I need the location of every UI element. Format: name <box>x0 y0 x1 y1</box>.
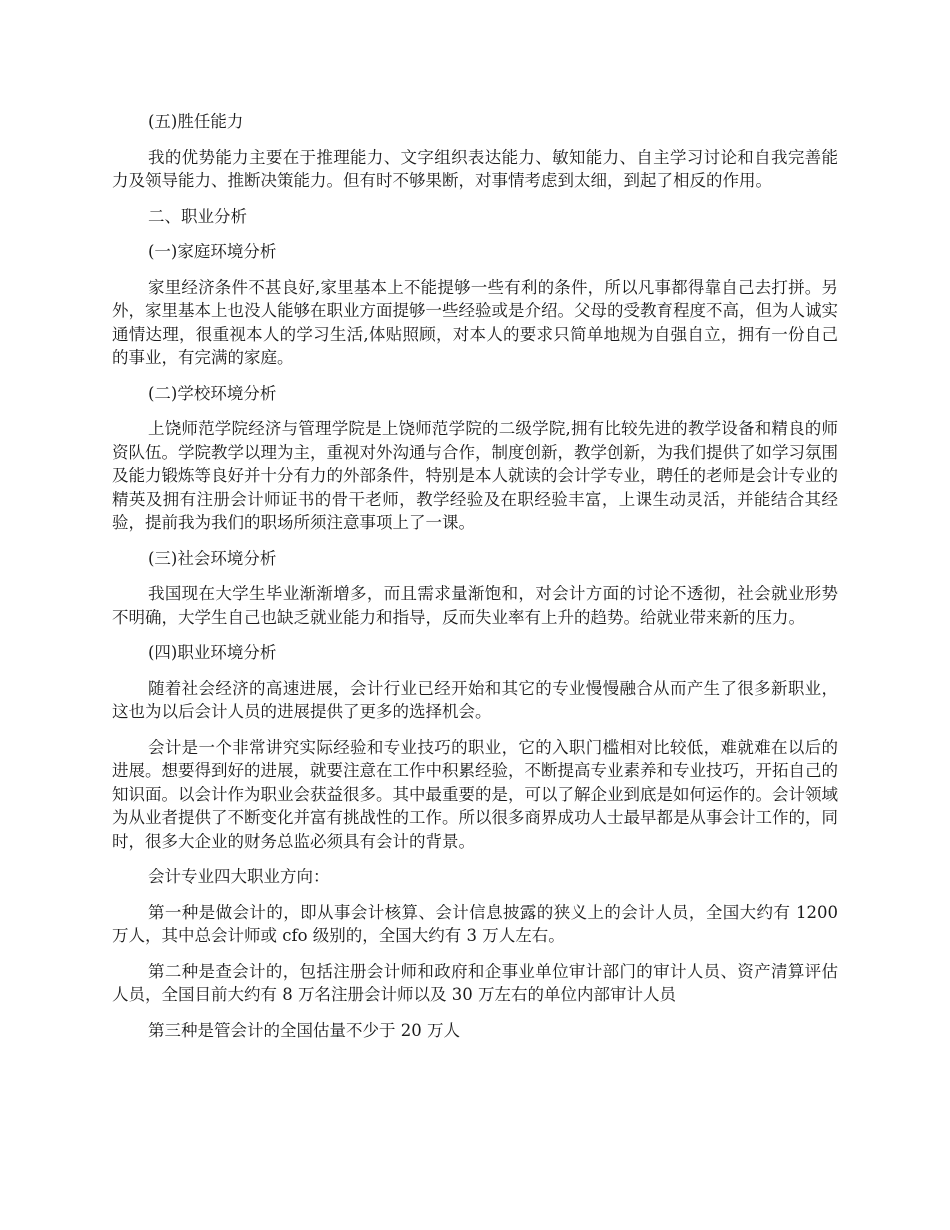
heading-school-environment: (二)学校环境分析 <box>148 383 277 403</box>
heading-family-environment: (一)家庭环境分析 <box>148 242 277 261</box>
heading-competence: (五)胜任能力 <box>148 112 244 131</box>
paragraph-career-1: 随着社会经济的高速进展，会计行业已经开始和其它的专业慢慢融合从而产生了很多新职业，这也为以后会计人员的进展提供了更多的选择机会。 <box>112 678 838 721</box>
paragraph-social: 我国现在大学生毕业渐渐增多，而且需求量渐饱和，对会计方面的讨论不透彻，社会就业形势不明确，大学生自己也缺乏就业能力和指导，反而失业率有上升的趋势。给就业带来新的压力。 <box>112 584 838 627</box>
heading-four-directions: 会计专业四大职业方向： <box>148 867 330 886</box>
paragraph-direction-1: 第一种是做会计的，即从事会计核算、会计信息披露的狭义上的会计人员，全国大约有 1200 万人，其中总会计师或 cfo 级别的，全国大约有 3 万人左右。 <box>112 902 838 945</box>
paragraph-direction-2: 第二种是查会计的，包括注册会计师和政府和企事业单位审计部门的审计人员、资产清算评估人员，全国目前大约有 8 万名注册会计师以及 30 万左右的单位内部审计人员 <box>112 961 838 1004</box>
paragraph-family: 家里经济条件不甚良好,家里基本上不能提够一些有利的条件，所以凡事都得靠自己去打拼。另外，家里基本上也没人能够在职业方面提够一些经验或是介绍。父母的受教育程度不高，但为人诚实通情达理，很重视本人的学习生活,体贴照顾，对本人的要求只简单地规为自强自立，拥有一份自己的事业，有完满的家庭。 <box>112 277 838 367</box>
paragraph-career-2: 会计是一个非常讲究实际经验和专业技巧的职业，它的入职门槛相对比较低，难就难在以后的进展。想要得到好的进展，就要注意在工作中积累经验，不断提高专业素养和专业技巧，开拓自己的知识面。以会计作为职业会获益很多。其中最重要的是，可以了解企业到底是如何运作的。会计领域为从业者提供了不断变化并富有挑战性的工作。所以很多商界成功人士最早都是从事会计工作的，同时，很多大企业的财务总监必须具有会计的背景。 <box>112 737 838 851</box>
paragraph-direction-3: 第三种是管会计的全国估量不少于 20 万人 <box>148 1020 460 1040</box>
paragraph-strengths: 我的优势能力主要在于推理能力、文字组织表达能力、敏知能力、自主学习讨论和自我完善能力及领导能力、推断决策能力。但有时不够果断，对事情考虑到太细，到起了相反的作用。 <box>112 147 838 190</box>
heading-career-analysis: 二、职业分析 <box>148 206 247 226</box>
heading-social-environment: (三)社会环境分析 <box>148 548 277 568</box>
heading-career-environment: (四)职业环境分析 <box>148 643 277 662</box>
paragraph-school: 上饶师范学院经济与管理学院是上饶师范学院的二级学院,拥有比较先进的教学设备和精良的师资队伍。学院教学以理为主，重视对外沟通与合作，制度创新，教学创新，为我们提供了如学习氛围及能力锻炼等良好并十分有力的外部条件，特别是本人就读的会计学专业，聘任的老师是会计专业的精英及拥有注册会计师证书的骨干老师，教学经验及在职经验丰富，上课生动灵活，并能结合其经验，提前我为我们的职场所须注意事项上了一课。 <box>112 419 838 532</box>
